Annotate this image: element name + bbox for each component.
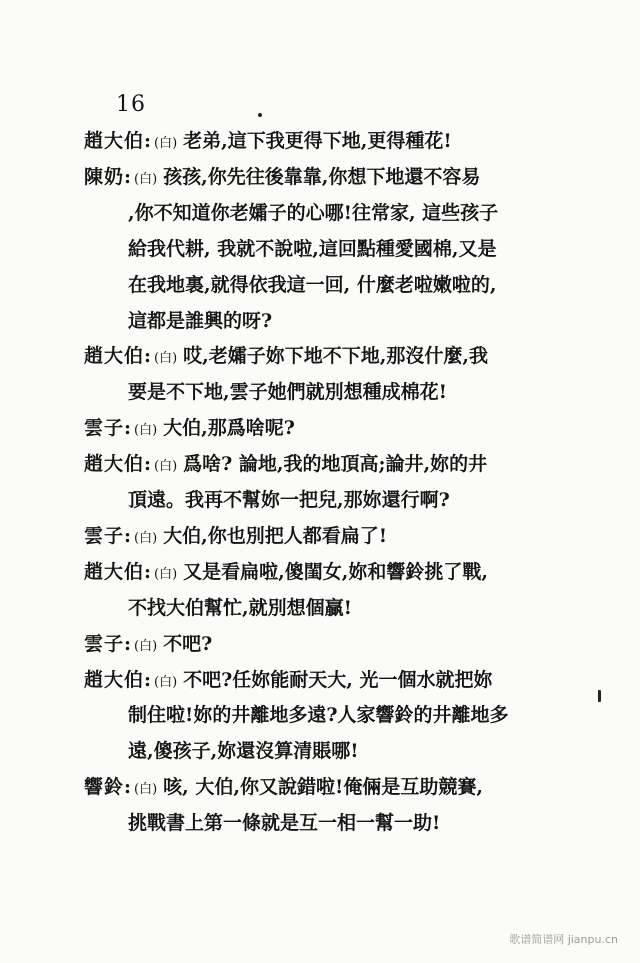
- dialogue-continuation: [128, 270, 496, 300]
- dialogue-continuation: [128, 198, 498, 228]
- stage-direction: (白): [134, 782, 158, 798]
- dialogue-continuation: [128, 234, 496, 264]
- dialogue-line: [84, 126, 452, 156]
- line-text: 爲啥? 論地,我的地頂高;論井,妳的井: [183, 453, 488, 476]
- stage-direction: (白): [134, 171, 158, 187]
- watermark: 歌谱简谱网 jianpu.cn: [509, 933, 618, 946]
- stage-direction: (白): [134, 423, 158, 439]
- speaker-name: 趙大伯:: [84, 130, 153, 152]
- line-text: 不吧?: [163, 632, 213, 655]
- dialogue-continuation: [128, 485, 450, 515]
- stage-direction: (白): [154, 566, 178, 582]
- speaker-name: 趙大伯:: [84, 668, 153, 691]
- speaker-name: 陳奶:: [84, 165, 133, 188]
- speaker-name: 趙大伯:: [84, 453, 153, 476]
- line-text: 遠,傻孩子,妳還沒算清賬哪!: [128, 740, 359, 763]
- line-text: 哎,老孀子妳下地不下地,那沒什麼,我: [183, 345, 489, 368]
- speaker-name: 雲子:: [84, 632, 133, 655]
- line-text: 大伯,那爲啥呢?: [163, 417, 295, 440]
- line-text: 又是看扁啦,傻閨女,妳和響鈴挑了戰,: [183, 560, 489, 583]
- dialogue-continuation: [128, 808, 440, 838]
- speaker-name: 趙大伯:: [84, 560, 153, 583]
- dialogue-line: [84, 341, 488, 371]
- line-text: 不吧?任妳能耐天大, 光一個水就把妳: [183, 668, 493, 691]
- speaker-name: 響鈴:: [84, 776, 133, 799]
- dialogue-line: [84, 449, 487, 479]
- speaker-name: 雲子:: [84, 417, 133, 440]
- line-text: 不找大伯幫忙,就別想個贏!: [128, 596, 352, 619]
- dialogue-line: [84, 772, 483, 802]
- stage-direction: (白): [154, 136, 178, 151]
- dialogue-continuation: [128, 736, 359, 766]
- line-text: 咳, 大伯,你又說錯啦!俺倆是互助競賽,: [163, 776, 483, 799]
- dialogue-line: [84, 162, 480, 192]
- dialogue-continuation: [128, 377, 447, 407]
- dialogue-line: [84, 413, 295, 443]
- dialogue-line: [84, 665, 493, 695]
- line-text: 要是不下地,雲子她們就別想種成棉花!: [128, 381, 447, 404]
- line-text: 孩孩,你先往後靠靠,你想下地還不容易: [163, 165, 481, 188]
- line-text: 在我地裏,就得依我這一回, 什麼老啦嫩啦的,: [128, 273, 497, 296]
- speaker-name: 雲子:: [84, 524, 133, 547]
- line-text: 給我代耕, 我就不說啦,這回點種愛國棉,又是: [128, 237, 497, 260]
- dialogue-line: [84, 557, 488, 587]
- dialogue-line: [84, 629, 212, 659]
- speaker-name: 趙大伯:: [84, 345, 153, 368]
- scan-speck: [258, 113, 262, 117]
- page-number: 16: [116, 92, 146, 117]
- dialogue-continuation: [128, 700, 508, 730]
- stage-direction: (白): [134, 638, 158, 654]
- line-text: 制住啦!妳的井離地多遠?人家響鈴的井離地多: [128, 704, 509, 727]
- dialogue-line: [84, 521, 387, 551]
- line-text: 頂遠。我再不幫妳一把兒,那妳還行啊?: [128, 489, 450, 511]
- line-text: ,你不知道你老孀子的心哪!往常家, 這些孩子: [128, 201, 499, 224]
- scan-speck: [598, 690, 601, 702]
- stage-direction: (白): [134, 530, 158, 546]
- stage-direction: (白): [154, 459, 178, 475]
- dialogue-continuation: [128, 593, 352, 623]
- line-text: 大伯,你也別把人都看扁了!: [163, 524, 388, 547]
- dialogue-continuation: [128, 306, 272, 336]
- stage-direction: (白): [154, 351, 178, 367]
- line-text: 老弟,這下我更得下地,更得種花!: [183, 130, 452, 152]
- stage-direction: (白): [154, 674, 178, 690]
- line-text: 挑戰書上第一條就是互一相一幫一助!: [128, 812, 441, 835]
- line-text: 這都是誰興的呀?: [128, 309, 273, 332]
